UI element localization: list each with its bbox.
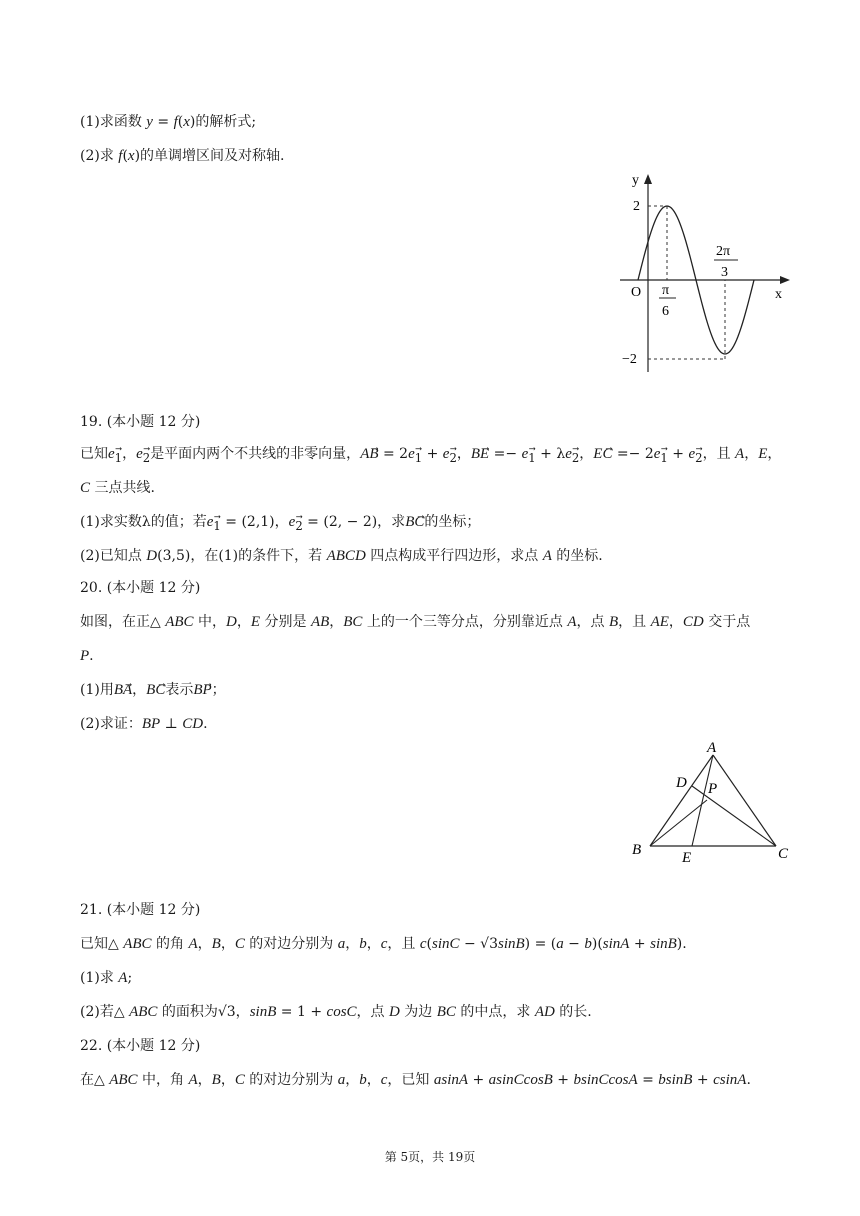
point-P-label: P bbox=[708, 781, 718, 797]
q20-stem-line1: 如图，在正△ ABC 中，D，E 分别是 AB，BC 上的一个三等分点，分别靠近点 A，点 B，且 AE，CD 交于点 bbox=[80, 614, 751, 630]
q20-part2: (2)求证：BP ⊥ CD. bbox=[80, 716, 208, 732]
q21-stem: 已知△ ABC 的角 A，B，C 的对边分别为 a，b，c，且 c(sinC − √3sinB) = (a − b)(sinA + sinB). bbox=[80, 936, 687, 952]
point-D-label: D bbox=[676, 775, 687, 791]
page-footer: 第 5页，共 19页 bbox=[384, 1150, 476, 1164]
q19-part2: (2)已知点 D(3,5)，在(1)的条件下，若 ABCD 四点构成平行四边形，求点 A 的坐标. bbox=[80, 548, 603, 564]
q19-stem-line1: 已知$e_1⃗$，$e_2⃗$是平面内两个不共线的非零向量，AB⃗ = $2e_1⃗$ + $e_2⃗$，BE⃗ =− $e_1⃗$ + $\lambda e_2⃗$，EC⃗ =− $2e_1⃗$ + $e_2⃗$，且 A，E， bbox=[80, 446, 782, 465]
vertex-A-label: A bbox=[707, 740, 717, 756]
q20-stem-line2: P. bbox=[80, 648, 94, 664]
x1-numerator: π bbox=[662, 283, 670, 298]
q21-header: 21. (本小题 12 分) bbox=[80, 902, 201, 918]
q19-stem-line2: C 三点共线. bbox=[80, 480, 155, 496]
q18-part2: (2)求 f(x)的单调增区间及对称轴. bbox=[80, 148, 285, 164]
sine-graph-figure bbox=[612, 168, 792, 378]
q20-part1: (1)用BA⃗，BC⃗表示BP⃗； bbox=[80, 682, 226, 698]
vertex-B-label: B bbox=[632, 842, 642, 858]
y-max-label: 2 bbox=[633, 199, 640, 214]
x2-numerator: 2π bbox=[716, 244, 731, 259]
y-axis-label: y bbox=[632, 173, 639, 188]
x2-denominator: 3 bbox=[721, 265, 728, 280]
y-min-label: −2 bbox=[622, 352, 637, 367]
q19-part1: (1)求实数λ的值；若$e_1⃗ = (2,1)$，$e_2⃗ = (2$, − 2)，求BC⃗的坐标； bbox=[80, 514, 481, 533]
triangle-figure bbox=[628, 738, 798, 868]
q18-part1: (1)求函数 y = f(x)的解析式; bbox=[80, 114, 257, 130]
vertex-C-label: C bbox=[778, 846, 789, 862]
q19-header: 19. (本小题 12 分) bbox=[80, 414, 201, 430]
origin-label: O bbox=[631, 285, 642, 300]
q21-part2: (2)若△ ABC 的面积为√3，sinB = 1 + cosC，点 D 为边 BC 的中点，求 AD 的长. bbox=[80, 1004, 592, 1020]
q20-header: 20. (本小题 12 分) bbox=[80, 580, 201, 596]
point-E-label: E bbox=[682, 850, 692, 866]
x1-denominator: 6 bbox=[662, 304, 669, 319]
q22-stem: 在△ ABC 中，角 A，B，C 的对边分别为 a，b，c，已知 asinA + asinCcosB + bsinCcosA = bsinB + csinA. bbox=[80, 1072, 751, 1088]
q22-header: 22. (本小题 12 分) bbox=[80, 1038, 201, 1054]
x-axis-label: x bbox=[775, 287, 782, 302]
q21-part1: (1)求 A; bbox=[80, 970, 133, 986]
